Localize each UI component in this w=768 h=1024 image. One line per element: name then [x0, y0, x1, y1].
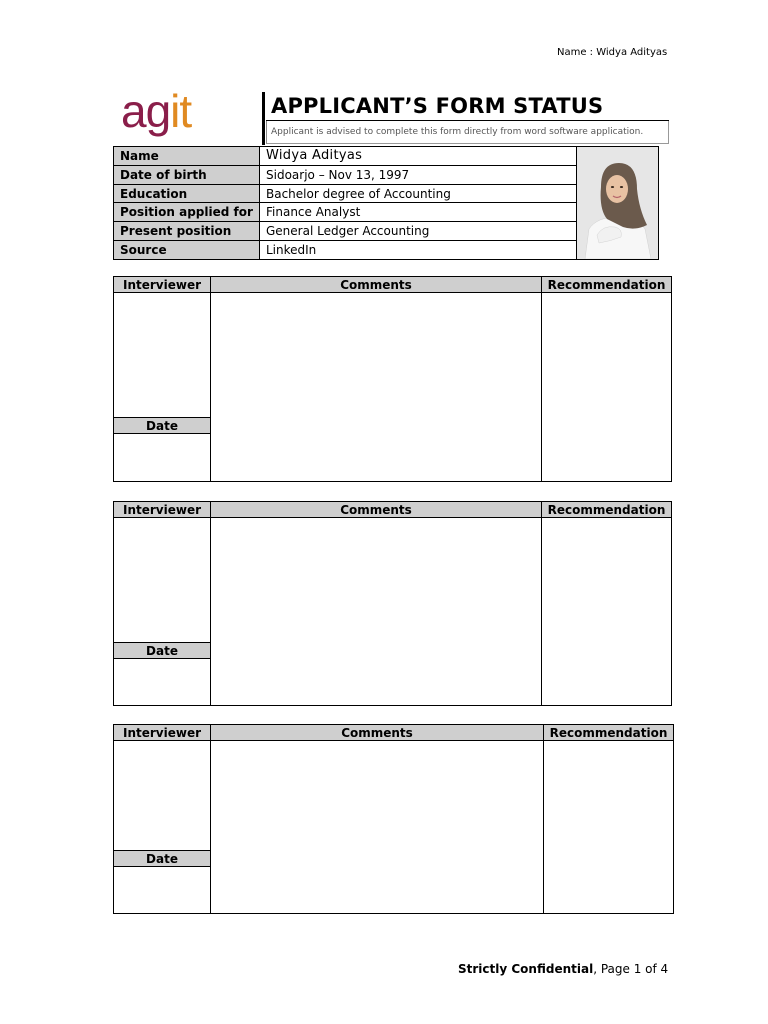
comments-header: Comments [211, 725, 544, 741]
interviewer-field[interactable] [114, 518, 211, 643]
comments-header: Comments [211, 277, 542, 293]
comments-header: Comments [211, 502, 542, 518]
date-header: Date [114, 418, 211, 434]
recommendation-header: Recommendation [542, 502, 672, 518]
applicant-info-table [113, 146, 659, 260]
date-header: Date [114, 643, 211, 659]
info-label: Name [114, 147, 260, 166]
info-row-name [114, 147, 659, 166]
interview-table-3 [113, 724, 674, 914]
source-value[interactable]: LinkedIn [260, 241, 577, 260]
confidential-label: Strictly Confidential [458, 962, 594, 976]
date-header: Date [114, 851, 211, 867]
form-subtitle: Applicant is advised to complete this form directly from word software application. [271, 127, 644, 137]
education-value[interactable]: Bachelor degree of Accounting [260, 184, 577, 203]
recommendation-field[interactable] [544, 741, 674, 914]
info-label: Education [114, 184, 260, 203]
info-label: Date of birth [114, 165, 260, 184]
name-value[interactable]: Widya Adityas [260, 147, 577, 166]
present-position-value[interactable]: General Ledger Accounting [260, 222, 577, 241]
interviewer-header: Interviewer [114, 725, 211, 741]
interview-table-1 [113, 276, 672, 482]
info-label: Position applied for [114, 203, 260, 222]
photo-cell [577, 147, 659, 260]
page-footer [458, 962, 668, 976]
interviewer-header: Interviewer [114, 277, 211, 293]
agit-logo: agit [121, 85, 192, 137]
dob-value[interactable]: Sidoarjo – Nov 13, 1997 [260, 165, 577, 184]
header-name-line: Name : Widya Adityas [557, 47, 668, 58]
form-title: APPLICANT’S FORM STATUS [271, 94, 604, 118]
recommendation-header: Recommendation [542, 277, 672, 293]
recommendation-field[interactable] [542, 518, 672, 706]
position-applied-value[interactable]: Finance Analyst [260, 203, 577, 222]
title-accent-bar [262, 92, 265, 145]
recommendation-header: Recommendation [544, 725, 674, 741]
date-field[interactable] [114, 659, 211, 706]
page-number: , Page 1 of 4 [593, 962, 669, 976]
applicant-photo [577, 147, 658, 259]
interviewer-header: Interviewer [114, 502, 211, 518]
comments-field[interactable] [211, 741, 544, 914]
comments-field[interactable] [211, 518, 542, 706]
comments-field[interactable] [211, 293, 542, 482]
date-field[interactable] [114, 867, 211, 914]
date-field[interactable] [114, 434, 211, 482]
info-label: Source [114, 241, 260, 260]
info-label: Present position [114, 222, 260, 241]
interviewer-field[interactable] [114, 741, 211, 851]
recommendation-field[interactable] [542, 293, 672, 482]
interviewer-field[interactable] [114, 293, 211, 418]
interview-table-2 [113, 501, 672, 706]
